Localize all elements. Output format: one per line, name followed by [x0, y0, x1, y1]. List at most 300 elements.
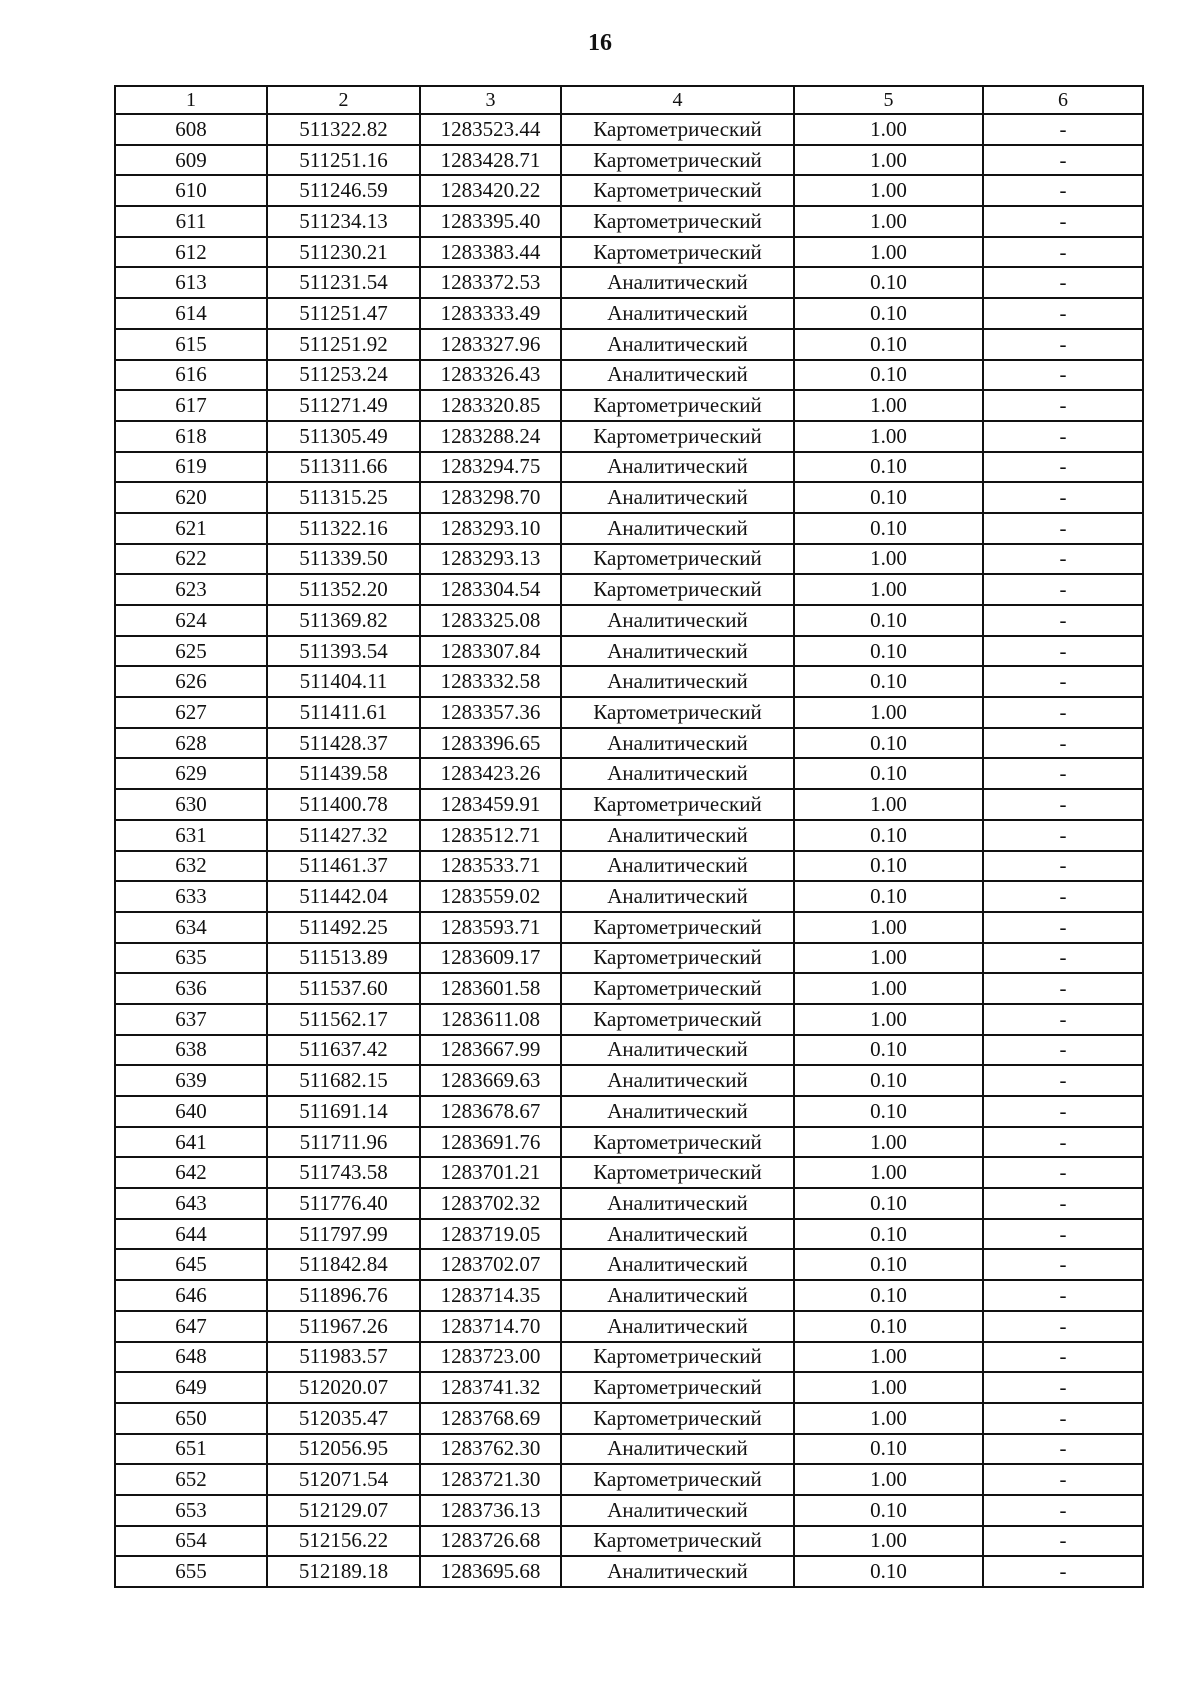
x-coordinate-cell: 511322.82 [267, 114, 420, 145]
point-number-cell: 629 [115, 758, 267, 789]
table-row [115, 881, 1143, 912]
note-cell: - [983, 1372, 1143, 1403]
table-row [115, 973, 1143, 1004]
table-row [115, 605, 1143, 636]
method-cell: Картометрический [561, 789, 794, 820]
y-coordinate-cell: 1283320.85 [420, 390, 561, 421]
accuracy-cell: 0.10 [794, 1495, 983, 1526]
point-number-cell: 615 [115, 329, 267, 360]
table-row [115, 1372, 1143, 1403]
point-number-cell: 640 [115, 1096, 267, 1127]
point-number-cell: 626 [115, 666, 267, 697]
y-coordinate-cell: 1283695.68 [420, 1556, 561, 1587]
table-row [115, 1249, 1143, 1280]
point-number-cell: 644 [115, 1219, 267, 1250]
note-cell: - [983, 1249, 1143, 1280]
x-coordinate-cell: 511492.25 [267, 912, 420, 943]
note-cell: - [983, 1004, 1143, 1035]
table-row [115, 1188, 1143, 1219]
accuracy-cell: 0.10 [794, 1280, 983, 1311]
accuracy-cell: 0.10 [794, 636, 983, 667]
point-number-cell: 638 [115, 1035, 267, 1066]
table-row [115, 267, 1143, 298]
note-cell: - [983, 1403, 1143, 1434]
method-cell: Аналитический [561, 298, 794, 329]
accuracy-cell: 1.00 [794, 1526, 983, 1557]
method-cell: Аналитический [561, 758, 794, 789]
y-coordinate-cell: 1283304.54 [420, 574, 561, 605]
x-coordinate-cell: 511896.76 [267, 1280, 420, 1311]
x-coordinate-cell: 511691.14 [267, 1096, 420, 1127]
x-coordinate-cell: 511411.61 [267, 697, 420, 728]
y-coordinate-cell: 1283669.63 [420, 1065, 561, 1096]
accuracy-cell: 1.00 [794, 1004, 983, 1035]
method-cell: Аналитический [561, 1035, 794, 1066]
x-coordinate-cell: 511322.16 [267, 513, 420, 544]
table-row [115, 482, 1143, 513]
point-number-cell: 609 [115, 145, 267, 176]
method-cell: Аналитический [561, 482, 794, 513]
method-cell: Картометрический [561, 1157, 794, 1188]
method-cell: Аналитический [561, 851, 794, 882]
point-number-cell: 608 [115, 114, 267, 145]
note-cell: - [983, 636, 1143, 667]
point-number-cell: 610 [115, 175, 267, 206]
accuracy-cell: 0.10 [794, 298, 983, 329]
method-cell: Аналитический [561, 267, 794, 298]
method-cell: Аналитический [561, 329, 794, 360]
y-coordinate-cell: 1283298.70 [420, 482, 561, 513]
accuracy-cell: 1.00 [794, 1464, 983, 1495]
x-coordinate-cell: 511439.58 [267, 758, 420, 789]
method-cell: Картометрический [561, 973, 794, 1004]
y-coordinate-cell: 1283768.69 [420, 1403, 561, 1434]
method-cell: Картометрический [561, 544, 794, 575]
y-coordinate-cell: 1283333.49 [420, 298, 561, 329]
table-row [115, 1035, 1143, 1066]
method-cell: Картометрический [561, 1342, 794, 1373]
table-row [115, 912, 1143, 943]
y-coordinate-cell: 1283288.24 [420, 421, 561, 452]
x-coordinate-cell: 512035.47 [267, 1403, 420, 1434]
accuracy-cell: 1.00 [794, 789, 983, 820]
x-coordinate-cell: 511711.96 [267, 1127, 420, 1158]
x-coordinate-cell: 511230.21 [267, 237, 420, 268]
point-number-cell: 622 [115, 544, 267, 575]
y-coordinate-cell: 1283428.71 [420, 145, 561, 176]
accuracy-cell: 1.00 [794, 390, 983, 421]
point-number-cell: 625 [115, 636, 267, 667]
table-row [115, 1157, 1143, 1188]
point-number-cell: 643 [115, 1188, 267, 1219]
method-cell: Аналитический [561, 605, 794, 636]
x-coordinate-cell: 511251.47 [267, 298, 420, 329]
x-coordinate-cell: 512129.07 [267, 1495, 420, 1526]
x-coordinate-cell: 511428.37 [267, 728, 420, 759]
x-coordinate-cell: 511743.58 [267, 1157, 420, 1188]
point-number-cell: 652 [115, 1464, 267, 1495]
note-cell: - [983, 421, 1143, 452]
accuracy-cell: 0.10 [794, 1219, 983, 1250]
y-coordinate-cell: 1283702.32 [420, 1188, 561, 1219]
point-number-cell: 637 [115, 1004, 267, 1035]
note-cell: - [983, 574, 1143, 605]
table-row [115, 728, 1143, 759]
y-coordinate-cell: 1283726.68 [420, 1526, 561, 1557]
note-cell: - [983, 175, 1143, 206]
point-number-cell: 633 [115, 881, 267, 912]
point-number-cell: 620 [115, 482, 267, 513]
x-coordinate-cell: 511682.15 [267, 1065, 420, 1096]
accuracy-cell: 0.10 [794, 482, 983, 513]
accuracy-cell: 0.10 [794, 728, 983, 759]
note-cell: - [983, 1065, 1143, 1096]
y-coordinate-cell: 1283533.71 [420, 851, 561, 882]
note-cell: - [983, 728, 1143, 759]
accuracy-cell: 1.00 [794, 1342, 983, 1373]
table-row [115, 513, 1143, 544]
accuracy-cell: 1.00 [794, 943, 983, 974]
accuracy-cell: 0.10 [794, 1035, 983, 1066]
note-cell: - [983, 114, 1143, 145]
table-row [115, 237, 1143, 268]
method-cell: Картометрический [561, 175, 794, 206]
column-header-3: 3 [420, 86, 561, 114]
table-row [115, 544, 1143, 575]
method-cell: Картометрический [561, 912, 794, 943]
y-coordinate-cell: 1283357.36 [420, 697, 561, 728]
y-coordinate-cell: 1283601.58 [420, 973, 561, 1004]
method-cell: Картометрический [561, 1127, 794, 1158]
method-cell: Аналитический [561, 1065, 794, 1096]
note-cell: - [983, 881, 1143, 912]
point-number-cell: 653 [115, 1495, 267, 1526]
x-coordinate-cell: 511537.60 [267, 973, 420, 1004]
x-coordinate-cell: 511271.49 [267, 390, 420, 421]
method-cell: Аналитический [561, 728, 794, 759]
x-coordinate-cell: 511234.13 [267, 206, 420, 237]
point-number-cell: 634 [115, 912, 267, 943]
method-cell: Аналитический [561, 1219, 794, 1250]
y-coordinate-cell: 1283741.32 [420, 1372, 561, 1403]
y-coordinate-cell: 1283293.10 [420, 513, 561, 544]
y-coordinate-cell: 1283327.96 [420, 329, 561, 360]
x-coordinate-cell: 511513.89 [267, 943, 420, 974]
x-coordinate-cell: 511339.50 [267, 544, 420, 575]
accuracy-cell: 1.00 [794, 175, 983, 206]
table-row [115, 298, 1143, 329]
table-header [115, 86, 1143, 114]
y-coordinate-cell: 1283423.26 [420, 758, 561, 789]
point-number-cell: 649 [115, 1372, 267, 1403]
point-number-cell: 617 [115, 390, 267, 421]
method-cell: Картометрический [561, 1526, 794, 1557]
y-coordinate-cell: 1283325.08 [420, 605, 561, 636]
note-cell: - [983, 237, 1143, 268]
y-coordinate-cell: 1283395.40 [420, 206, 561, 237]
note-cell: - [983, 1342, 1143, 1373]
x-coordinate-cell: 511311.66 [267, 452, 420, 483]
x-coordinate-cell: 512071.54 [267, 1464, 420, 1495]
table-row [115, 666, 1143, 697]
table-row [115, 1127, 1143, 1158]
accuracy-cell: 1.00 [794, 237, 983, 268]
x-coordinate-cell: 512156.22 [267, 1526, 420, 1557]
method-cell: Аналитический [561, 452, 794, 483]
table-row [115, 574, 1143, 605]
table-row [115, 175, 1143, 206]
note-cell: - [983, 360, 1143, 391]
x-coordinate-cell: 511393.54 [267, 636, 420, 667]
point-number-cell: 612 [115, 237, 267, 268]
point-number-cell: 636 [115, 973, 267, 1004]
method-cell: Аналитический [561, 636, 794, 667]
accuracy-cell: 0.10 [794, 1065, 983, 1096]
accuracy-cell: 0.10 [794, 329, 983, 360]
point-number-cell: 614 [115, 298, 267, 329]
point-number-cell: 655 [115, 1556, 267, 1587]
header-row [115, 86, 1143, 114]
point-number-cell: 619 [115, 452, 267, 483]
x-coordinate-cell: 511461.37 [267, 851, 420, 882]
note-cell: - [983, 1495, 1143, 1526]
method-cell: Аналитический [561, 1434, 794, 1465]
x-coordinate-cell: 512189.18 [267, 1556, 420, 1587]
accuracy-cell: 0.10 [794, 1249, 983, 1280]
y-coordinate-cell: 1283721.30 [420, 1464, 561, 1495]
note-cell: - [983, 390, 1143, 421]
point-number-cell: 641 [115, 1127, 267, 1158]
point-number-cell: 616 [115, 360, 267, 391]
note-cell: - [983, 758, 1143, 789]
y-coordinate-cell: 1283691.76 [420, 1127, 561, 1158]
y-coordinate-cell: 1283523.44 [420, 114, 561, 145]
point-number-cell: 654 [115, 1526, 267, 1557]
table-row [115, 1495, 1143, 1526]
table-row [115, 1403, 1143, 1434]
note-cell: - [983, 1188, 1143, 1219]
accuracy-cell: 1.00 [794, 973, 983, 1004]
x-coordinate-cell: 512020.07 [267, 1372, 420, 1403]
method-cell: Аналитический [561, 1096, 794, 1127]
note-cell: - [983, 1280, 1143, 1311]
accuracy-cell: 1.00 [794, 574, 983, 605]
x-coordinate-cell: 511246.59 [267, 175, 420, 206]
method-cell: Картометрический [561, 206, 794, 237]
point-number-cell: 647 [115, 1311, 267, 1342]
column-header-5: 5 [794, 86, 983, 114]
table-body [115, 114, 1143, 1587]
accuracy-cell: 0.10 [794, 820, 983, 851]
x-coordinate-cell: 511797.99 [267, 1219, 420, 1250]
accuracy-cell: 0.10 [794, 1434, 983, 1465]
table-row [115, 1096, 1143, 1127]
x-coordinate-cell: 511637.42 [267, 1035, 420, 1066]
method-cell: Аналитический [561, 1495, 794, 1526]
table-row [115, 1526, 1143, 1557]
x-coordinate-cell: 511305.49 [267, 421, 420, 452]
table-row [115, 789, 1143, 820]
accuracy-cell: 1.00 [794, 1403, 983, 1434]
note-cell: - [983, 1526, 1143, 1557]
x-coordinate-cell: 511967.26 [267, 1311, 420, 1342]
x-coordinate-cell: 511776.40 [267, 1188, 420, 1219]
accuracy-cell: 0.10 [794, 267, 983, 298]
table-row [115, 1219, 1143, 1250]
point-number-cell: 613 [115, 267, 267, 298]
accuracy-cell: 0.10 [794, 1188, 983, 1219]
point-number-cell: 650 [115, 1403, 267, 1434]
y-coordinate-cell: 1283719.05 [420, 1219, 561, 1250]
x-coordinate-cell: 511369.82 [267, 605, 420, 636]
x-coordinate-cell: 511352.20 [267, 574, 420, 605]
note-cell: - [983, 697, 1143, 728]
point-number-cell: 621 [115, 513, 267, 544]
y-coordinate-cell: 1283593.71 [420, 912, 561, 943]
note-cell: - [983, 267, 1143, 298]
method-cell: Картометрический [561, 237, 794, 268]
accuracy-cell: 0.10 [794, 513, 983, 544]
accuracy-cell: 0.10 [794, 881, 983, 912]
point-number-cell: 645 [115, 1249, 267, 1280]
method-cell: Аналитический [561, 881, 794, 912]
point-number-cell: 642 [115, 1157, 267, 1188]
accuracy-cell: 1.00 [794, 697, 983, 728]
note-cell: - [983, 1219, 1143, 1250]
y-coordinate-cell: 1283372.53 [420, 267, 561, 298]
method-cell: Картометрический [561, 390, 794, 421]
note-cell: - [983, 145, 1143, 176]
note-cell: - [983, 1464, 1143, 1495]
page-number: 16 [588, 30, 612, 56]
method-cell: Аналитический [561, 1188, 794, 1219]
table-row [115, 851, 1143, 882]
point-number-cell: 631 [115, 820, 267, 851]
accuracy-cell: 0.10 [794, 1556, 983, 1587]
accuracy-cell: 0.10 [794, 360, 983, 391]
table-row [115, 390, 1143, 421]
point-number-cell: 630 [115, 789, 267, 820]
coordinates-table [114, 85, 1144, 1588]
y-coordinate-cell: 1283293.13 [420, 544, 561, 575]
accuracy-cell: 0.10 [794, 452, 983, 483]
point-number-cell: 639 [115, 1065, 267, 1096]
table-row [115, 636, 1143, 667]
table-row [115, 1065, 1143, 1096]
point-number-cell: 651 [115, 1434, 267, 1465]
table-row [115, 697, 1143, 728]
table-row [115, 1311, 1143, 1342]
note-cell: - [983, 1434, 1143, 1465]
note-cell: - [983, 912, 1143, 943]
table-row [115, 820, 1143, 851]
y-coordinate-cell: 1283678.67 [420, 1096, 561, 1127]
method-cell: Картометрический [561, 1464, 794, 1495]
x-coordinate-cell: 511253.24 [267, 360, 420, 391]
accuracy-cell: 1.00 [794, 1127, 983, 1158]
method-cell: Картометрический [561, 1403, 794, 1434]
y-coordinate-cell: 1283420.22 [420, 175, 561, 206]
point-number-cell: 635 [115, 943, 267, 974]
note-cell: - [983, 666, 1143, 697]
table-row [115, 1464, 1143, 1495]
x-coordinate-cell: 511400.78 [267, 789, 420, 820]
table-row [115, 1280, 1143, 1311]
note-cell: - [983, 943, 1143, 974]
y-coordinate-cell: 1283702.07 [420, 1249, 561, 1280]
accuracy-cell: 1.00 [794, 145, 983, 176]
note-cell: - [983, 1035, 1143, 1066]
method-cell: Аналитический [561, 1556, 794, 1587]
point-number-cell: 646 [115, 1280, 267, 1311]
y-coordinate-cell: 1283611.08 [420, 1004, 561, 1035]
x-coordinate-cell: 511315.25 [267, 482, 420, 513]
note-cell: - [983, 1127, 1143, 1158]
accuracy-cell: 1.00 [794, 114, 983, 145]
accuracy-cell: 1.00 [794, 1157, 983, 1188]
accuracy-cell: 1.00 [794, 206, 983, 237]
y-coordinate-cell: 1283723.00 [420, 1342, 561, 1373]
table-row [115, 1556, 1143, 1587]
x-coordinate-cell: 511251.16 [267, 145, 420, 176]
method-cell: Аналитический [561, 1280, 794, 1311]
x-coordinate-cell: 511404.11 [267, 666, 420, 697]
y-coordinate-cell: 1283714.35 [420, 1280, 561, 1311]
y-coordinate-cell: 1283609.17 [420, 943, 561, 974]
note-cell: - [983, 452, 1143, 483]
accuracy-cell: 0.10 [794, 851, 983, 882]
note-cell: - [983, 298, 1143, 329]
point-number-cell: 628 [115, 728, 267, 759]
method-cell: Аналитический [561, 513, 794, 544]
table-row [115, 145, 1143, 176]
table-row [115, 758, 1143, 789]
method-cell: Аналитический [561, 666, 794, 697]
table-row [115, 360, 1143, 391]
point-number-cell: 632 [115, 851, 267, 882]
column-header-1: 1 [115, 86, 267, 114]
x-coordinate-cell: 512056.95 [267, 1434, 420, 1465]
point-number-cell: 648 [115, 1342, 267, 1373]
x-coordinate-cell: 511427.32 [267, 820, 420, 851]
y-coordinate-cell: 1283459.91 [420, 789, 561, 820]
x-coordinate-cell: 511251.92 [267, 329, 420, 360]
point-number-cell: 627 [115, 697, 267, 728]
note-cell: - [983, 329, 1143, 360]
x-coordinate-cell: 511842.84 [267, 1249, 420, 1280]
table-row [115, 1434, 1143, 1465]
method-cell: Картометрический [561, 574, 794, 605]
note-cell: - [983, 1096, 1143, 1127]
method-cell: Картометрический [561, 114, 794, 145]
method-cell: Аналитический [561, 360, 794, 391]
column-header-2: 2 [267, 86, 420, 114]
note-cell: - [983, 820, 1143, 851]
note-cell: - [983, 789, 1143, 820]
note-cell: - [983, 605, 1143, 636]
y-coordinate-cell: 1283714.70 [420, 1311, 561, 1342]
note-cell: - [983, 482, 1143, 513]
accuracy-cell: 1.00 [794, 912, 983, 943]
y-coordinate-cell: 1283294.75 [420, 452, 561, 483]
method-cell: Картометрический [561, 421, 794, 452]
note-cell: - [983, 513, 1143, 544]
accuracy-cell: 0.10 [794, 666, 983, 697]
method-cell: Картометрический [561, 1004, 794, 1035]
note-cell: - [983, 206, 1143, 237]
note-cell: - [983, 973, 1143, 1004]
x-coordinate-cell: 511983.57 [267, 1342, 420, 1373]
